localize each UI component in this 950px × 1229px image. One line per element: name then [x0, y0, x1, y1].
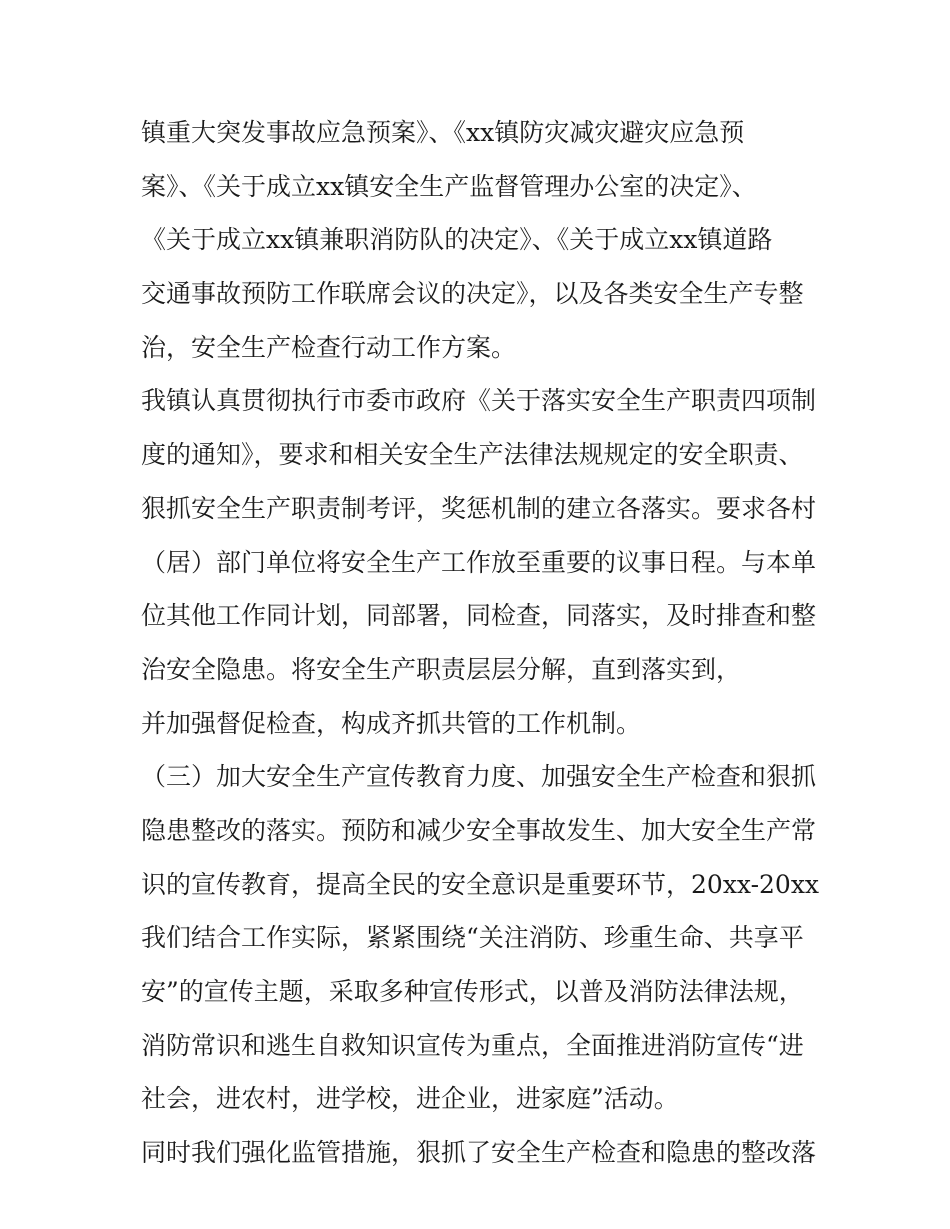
text-line: 交通事故预防工作联席会议的决定》，以及各类安全生产专整 — [141, 279, 804, 309]
text-line: 治安全隐患。将安全生产职责层层分解，直到落实到， — [141, 654, 742, 684]
document-body — [141, 106, 821, 1180]
text-line: （居）部门单位将安全生产工作放至重要的议事日程。与本单 — [141, 547, 817, 577]
text-line: 并加强督促检查，构成齐抓共管的工作机制。 — [141, 708, 642, 738]
text-line: 隐患整改的落实。预防和减少安全事故发生、加大安全生产常 — [141, 815, 817, 845]
text-line: 我镇认真贯彻执行市委市政府《关于落实安全生产职责四项制 — [141, 386, 817, 416]
text-line: 安”的宣传主题，采取多种宣传形式，以普及消防法律法规， — [141, 977, 804, 1006]
text-line: 位其他工作同计划，同部署，同检查，同落实，及时排查和整 — [141, 601, 817, 631]
text-line: 同时我们强化监管措施，狠抓了安全生产检查和隐患的整改落 — [141, 1138, 817, 1168]
text-line: 治，安全生产检查行动工作方案。 — [141, 332, 517, 362]
text-line: 识的宣传教育，提高全民的安全意识是重要环节，20xx-20xx — [141, 869, 820, 899]
text-line: 社会，进农村，进学校，进企业，进家庭”活动。 — [141, 1084, 679, 1114]
text-line: 度的通知》，要求和相关安全生产法律法规规定的安全职责、 — [141, 440, 804, 470]
text-line: 狠抓安全生产职责制考评，奖惩机制的建立各落实。要求各村 — [141, 493, 817, 523]
text-line: 我们结合工作实际，紧紧围绕“关注消防、珍重生命、共享平 — [141, 923, 804, 953]
text-line: （三）加大安全生产宣传教育力度、加强安全生产检查和狠抓 — [141, 762, 817, 792]
text-line: 案》、《关于成立xx镇安全生产监督管理办公室的决定》、 — [141, 171, 757, 201]
text-line: 消防常识和逃生自救知识宣传为重点，全面推进消防宣传“进 — [141, 1030, 804, 1060]
text-line: 《关于成立xx镇兼职消防队的决定》、《关于成立xx镇道路 — [141, 225, 773, 255]
text-line: 镇重大突发事故应急预案》、《xx镇防灾减灾避灾应急预 — [141, 118, 745, 147]
